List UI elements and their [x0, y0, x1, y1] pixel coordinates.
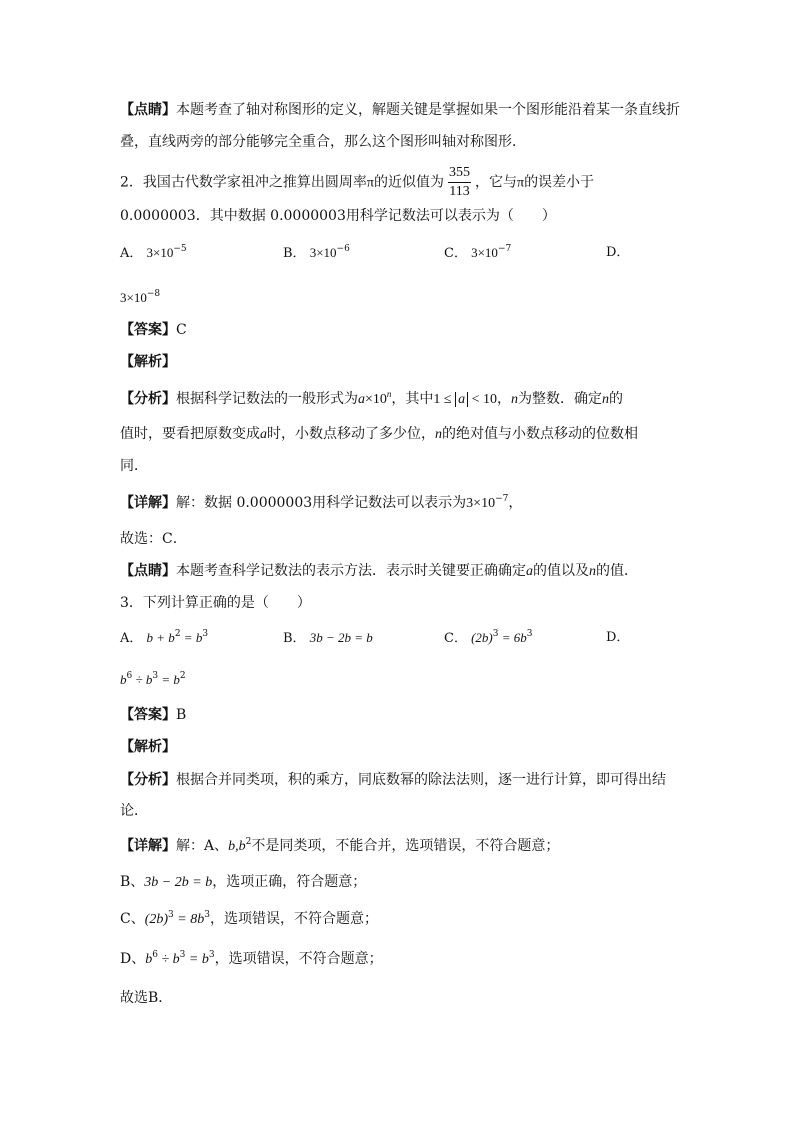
q2-dianjing: [120, 561, 638, 582]
option-expr: 3×10: [146, 245, 174, 260]
option-exp: −7: [497, 244, 512, 254]
xiangjie-text: D、: [120, 951, 146, 967]
inequality-left: 1 ≤: [433, 392, 456, 407]
math-exp: 2: [245, 837, 252, 847]
option-expr: b + b: [146, 630, 175, 645]
q3-fenxi-line-2: [120, 801, 148, 821]
fenxi-text: ，: [497, 391, 511, 407]
q2-stem-line-1: [120, 164, 594, 202]
q2-option-b: [283, 243, 350, 264]
fenxi-text: 同．: [120, 458, 148, 474]
answer-tag: 【答案】: [120, 322, 176, 338]
var-n-exp: n: [386, 389, 392, 399]
dianjing-text-1: 本题考查了轴对称图形的定义，解题关键是掌握如果一个图形能沿着某一条直线折: [176, 102, 680, 118]
q2-stem-c: ，它与: [474, 174, 517, 191]
fenxi-text: ，其中: [391, 391, 434, 407]
dianjing-text: 的值．: [596, 563, 638, 579]
q3-answer: [120, 705, 186, 725]
math-exp: 3: [168, 910, 174, 920]
answer-tag: 【答案】: [120, 707, 176, 723]
xiangjie-text: ，选项错误，不符合题意；: [214, 951, 383, 967]
var-a: a: [260, 427, 267, 442]
option-label: A．: [120, 246, 143, 261]
math-exp: 3: [179, 950, 186, 960]
var-n: n: [589, 564, 596, 579]
option-label: C．: [444, 246, 467, 261]
fenxi-text: 根据合并同类项，积的乘方，同底数幂的除法法则，逐一进行计算，即可得出结: [176, 772, 666, 788]
var-a: a: [526, 564, 533, 579]
math-expr: = 8b: [173, 912, 205, 927]
var-n: n: [435, 427, 442, 442]
q2-xiangjie: [120, 493, 522, 514]
q2-option-d: [120, 288, 160, 309]
xiangjie-text: 不是同类项，不能合并，选项错误，不符合题意；: [251, 838, 560, 854]
q2-stem-a: 2．我国古代数学家祖冲之推算出圆周率: [120, 174, 367, 191]
times-ten: ×10: [365, 392, 387, 407]
option-expr: (2b): [471, 630, 493, 645]
q2-jiexi: [120, 352, 176, 372]
option-expr: = b: [180, 630, 203, 645]
var-a: a: [358, 392, 365, 407]
pi-symbol: π: [516, 175, 525, 191]
option-exp: −6: [336, 244, 350, 254]
option-expr: 3×10: [471, 245, 498, 260]
q2-option-d-label: [606, 243, 629, 263]
q2-fenxi-line-2: [120, 424, 638, 445]
xiangjie-text: ，选项正确，符合题意；: [212, 874, 367, 890]
q2-stem-d: 的误差小于: [524, 174, 595, 191]
q3-xiangjie-b: [120, 872, 366, 893]
math-expr: b,b: [228, 839, 246, 854]
math-expr: 3b − 2b = b: [144, 875, 213, 890]
option-exp: 3: [202, 629, 209, 639]
q2-option-a: [120, 243, 187, 264]
math-exp: 6: [152, 950, 158, 960]
math-expr: b: [145, 952, 153, 967]
answer-value: B: [176, 707, 187, 723]
fraction-denominator: 113: [449, 184, 470, 199]
xiangjie-text: 解：数据 0.0000003用科学记数法可以表示为: [176, 495, 467, 511]
q2-stem-e: 0.0000003．其中数据 0.0000003用科学记数法可以表示为（ ）: [120, 208, 556, 224]
fenxi-text: 根据科学记数法的一般形式为: [176, 391, 358, 407]
option-expr: 3b − 2b = b: [309, 630, 373, 645]
math-exp: 3: [208, 950, 215, 960]
xiangjie-tag: 【详解】: [120, 838, 176, 854]
fenxi-text: 论．: [120, 803, 148, 819]
math-expr: = b: [185, 952, 209, 967]
sci-exp: −7: [495, 494, 509, 504]
var-n: n: [602, 392, 609, 407]
q2-guxuan: [120, 529, 187, 549]
jiexi-tag: 【解析】: [120, 739, 176, 755]
dianjing-text: 本题考查科学记数法的表示方法．表示时关键要正确确定: [176, 563, 526, 579]
var-n: n: [511, 392, 518, 407]
option-expr: 3×10: [120, 290, 147, 305]
xiangjie-text: ，选项错误，不符合题意；: [209, 911, 378, 927]
option-exp: 3: [526, 629, 533, 639]
fenxi-tag: 【分析】: [120, 391, 176, 407]
option-expr: = 6b: [498, 630, 527, 645]
q3-xiangjie-c: [120, 909, 378, 930]
option-exp: 3: [152, 671, 159, 681]
option-label: D．: [606, 630, 630, 645]
q2-stem-line-2: [120, 206, 556, 226]
q2-answer: [120, 320, 187, 340]
math-expr: ÷ b: [157, 952, 180, 967]
fenxi-text: 的: [609, 391, 623, 407]
fenxi-text: 值时，要看把原数变成: [120, 426, 260, 442]
option-exp: −5: [173, 244, 187, 254]
abs-a: a: [455, 392, 468, 407]
q3-option-c: [444, 628, 533, 649]
guxuan-text: 故选：C．: [120, 531, 187, 547]
dianjing-text-2: 叠，直线两旁的部分能够完全重合，那么这个图形叫轴对称图形．: [120, 134, 526, 150]
option-exp: 2: [179, 671, 186, 681]
dianjing-line-2: [120, 132, 526, 152]
q3-guxuan: [120, 988, 172, 1008]
q3-xiangjie-d: [120, 949, 383, 970]
option-exp: 3: [492, 629, 499, 639]
option-expr: 3×10: [309, 245, 337, 260]
fraction-numerator: 355: [448, 164, 471, 183]
q2-stem-b: 的近似值为: [373, 174, 444, 191]
option-label: C．: [444, 631, 467, 646]
option-expr: b: [120, 672, 127, 687]
q2-option-c: [444, 243, 511, 264]
option-expr: ÷ b: [132, 672, 153, 687]
option-label: A．: [120, 631, 143, 646]
option-label: B．: [283, 631, 306, 646]
xiangjie-tag: 【详解】: [120, 495, 176, 511]
xiangjie-text: B、: [120, 874, 145, 890]
dianjing-line-1: [120, 100, 680, 120]
xiangjie-text: ，: [508, 495, 523, 511]
math-expr: (2b): [144, 912, 169, 927]
q3-option-a: [120, 628, 208, 649]
inequality-right: < 10: [468, 392, 497, 407]
xiangjie-text: C、: [120, 911, 145, 927]
q3-fenxi-line-1: [120, 770, 666, 790]
q2-fenxi-line-3: [120, 456, 148, 476]
guxuan-text: 故选B．: [120, 990, 173, 1006]
fenxi-text: 的绝对值与小数点移动的位数相: [442, 426, 638, 442]
option-expr: = b: [158, 672, 180, 687]
option-exp: 2: [174, 629, 181, 639]
q3-jiexi: [120, 737, 176, 757]
q3-xiangjie-a: [120, 836, 559, 857]
math-exp: 3: [204, 910, 210, 920]
fenxi-tag: 【分析】: [120, 772, 176, 788]
q3-option-d-label: [606, 628, 629, 648]
q2-fenxi-line-1: [120, 389, 623, 410]
dianjing-text: 的值以及: [533, 563, 589, 579]
option-label: B．: [283, 246, 306, 261]
dianjing-tag: 【点睛】: [120, 563, 176, 579]
pi-symbol: π: [366, 175, 374, 191]
fenxi-text: 时，小数点移动了多少位，: [267, 426, 435, 442]
xiangjie-text: 解：A、: [176, 838, 229, 854]
dianjing-tag: 【点睛】: [120, 102, 176, 118]
q3-option-d: [120, 670, 186, 691]
q3-option-b: [283, 628, 373, 649]
jiexi-tag: 【解析】: [120, 354, 176, 370]
q3-title: 3．下列计算正确的是（ ）: [120, 595, 311, 611]
sci-notation: 3×10: [466, 496, 496, 511]
option-exp: −8: [146, 289, 161, 299]
answer-value: C: [176, 322, 187, 338]
option-exp: 6: [126, 671, 133, 681]
q3-stem: [120, 593, 311, 613]
fraction-355-113: [448, 164, 471, 201]
option-label: D．: [606, 245, 630, 260]
fenxi-text: 为整数．确定: [518, 391, 602, 407]
